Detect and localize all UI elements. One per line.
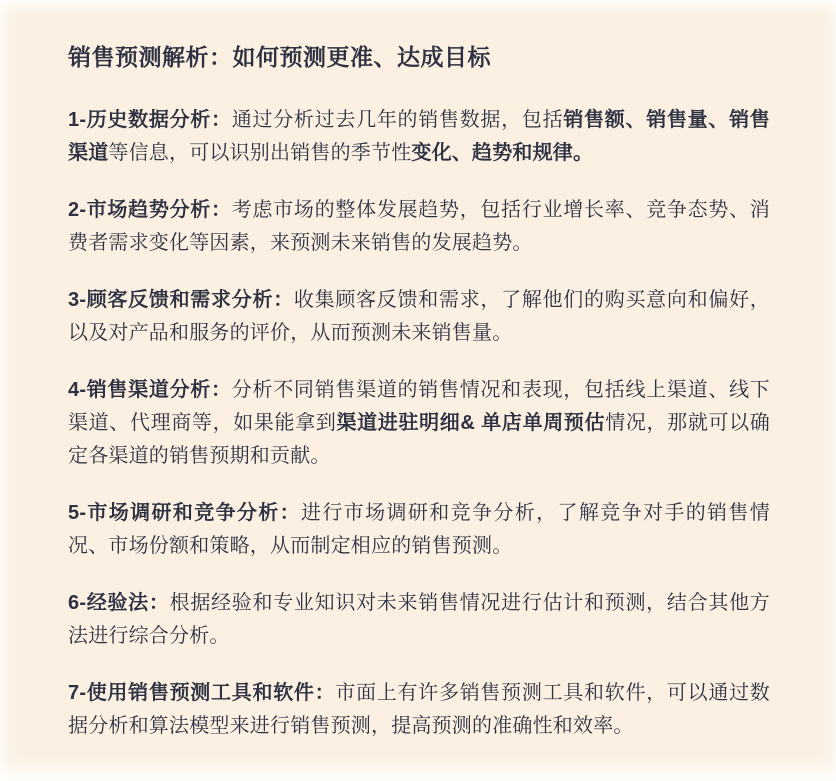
- paragraph-lead: 6-经验法：: [68, 592, 170, 614]
- text-segment: 考虑市场的整体发展趋势，包括行业增长率、竞争态势、消费者需求变化等因素，来预测未来销售的发展趋势。: [68, 199, 770, 254]
- paragraph-lead: 4-销售渠道分析：: [68, 379, 232, 401]
- paragraph-list: [68, 104, 770, 743]
- page-title: 销售预测解析：如何预测更准、达成目标: [68, 44, 491, 70]
- bold-text-segment: 变化、趋势和规律。: [411, 142, 594, 164]
- bold-text-segment: 销售额、销售量、销售渠道: [68, 109, 771, 164]
- text-segment: 根据经验和专业知识对未来销售情况进行估计和预测，结合其他方法进行综合分析。: [68, 592, 770, 647]
- paragraph-2: [68, 194, 770, 260]
- paragraph-7: [68, 677, 770, 743]
- text-segment: 进行市场调研和竞争分析，了解竞争对手的销售情况、市场份额和策略，从而制定相应的销售预测。: [68, 502, 770, 557]
- paragraph-lead: 2-市场趋势分析：: [68, 199, 232, 221]
- paragraph-1: [68, 104, 770, 170]
- paragraph-lead: 3-顾客反馈和需求分析：: [68, 289, 294, 311]
- text-segment: 分析不同销售渠道的销售情况和表现，包括线上渠道、线下渠道、代理商等，如果能拿到: [68, 379, 770, 434]
- text-segment: 等信息，可以识别出销售的季节性: [108, 142, 412, 164]
- paragraph-4: [68, 374, 770, 473]
- paragraph-lead: 7-使用销售预测工具和软件：: [68, 682, 336, 704]
- paragraph-lead: 1-历史数据分析：: [68, 109, 232, 131]
- paragraph-3: [68, 284, 770, 350]
- bold-text-segment: 渠道进驻明细& 单店单周预估: [336, 412, 606, 434]
- text-segment: 市面上有许多销售预测工具和软件，可以通过数据分析和算法模型来进行销售预测，提高预测的准确性和效率。: [68, 682, 771, 737]
- text-segment: 通过分析过去几年的销售数据，包括: [231, 109, 564, 131]
- paragraph-5: [68, 497, 770, 563]
- paragraph-6: [68, 587, 770, 653]
- text-segment: 情况，那就可以确定各渠道的销售预期和贡献。: [68, 412, 770, 467]
- paragraph-lead: 5-市场调研和竞争分析：: [68, 502, 302, 524]
- text-segment: 收集顾客反馈和需求，了解他们的购买意向和偏好，以及对产品和服务的评价，从而预测未来销售量。: [68, 289, 770, 344]
